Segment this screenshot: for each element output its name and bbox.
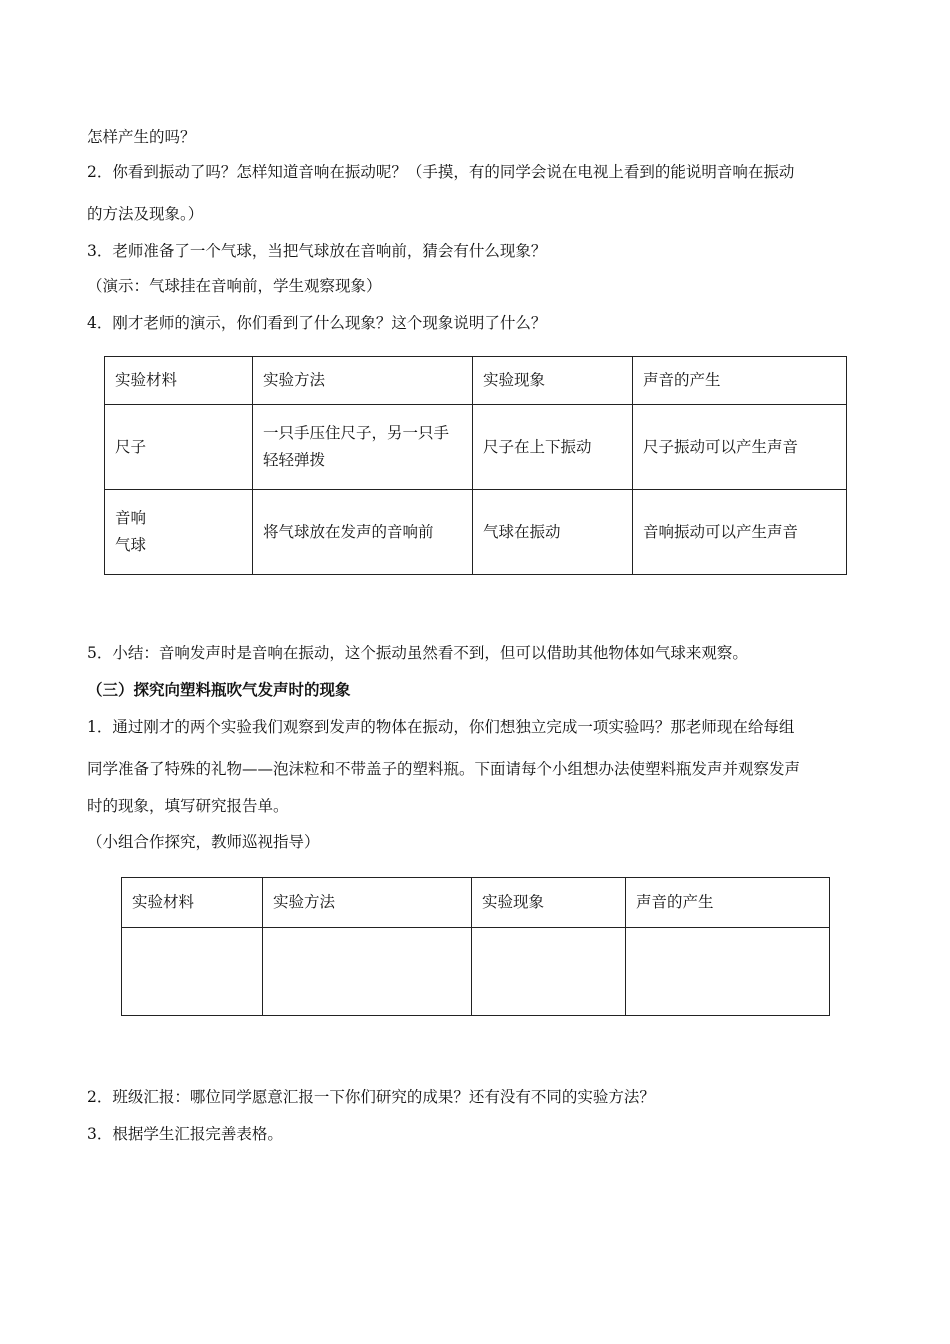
cell-material-line-2: 气球: [115, 536, 147, 554]
cell-material: [105, 490, 253, 575]
cell-material-line-1: 音响: [115, 509, 147, 527]
empty-cell: [263, 928, 472, 1016]
empty-cell: [626, 928, 830, 1016]
task-2: 2．班级汇报：哪位同学愿意汇报一下你们研究的成果？还有没有不同的实验方法？: [87, 1088, 655, 1106]
question-3: 3．老师准备了一个气球，当把气球放在音响前，猜会有什么现象？: [87, 242, 547, 260]
cell-method-line-2: 轻轻弹拨: [263, 451, 326, 469]
header-phenomenon: 实验现象: [472, 878, 626, 928]
experiment-table-1: [104, 356, 847, 575]
question-2-line-1: 2．你看到振动了吗？怎样知道音响在振动呢？（手摸，有的同学会说在电视上看到的能说明音响在振动: [87, 163, 795, 181]
experiment-table-2: [121, 877, 830, 1016]
task-3: 3．根据学生汇报完善表格。: [87, 1125, 283, 1143]
cell-material: 尺子: [105, 405, 253, 490]
cell-method: [253, 405, 473, 490]
header-method: 实验方法: [263, 878, 472, 928]
table-row: [105, 405, 847, 490]
question-2-line-2: 的方法及现象。）: [87, 205, 204, 223]
table-row: [105, 490, 847, 575]
table-header-row: [122, 878, 830, 928]
question-4: 4．刚才老师的演示，你们看到了什么现象？这个现象说明了什么？: [87, 314, 547, 332]
header-phenomenon: 实验现象: [473, 357, 633, 405]
cell-method: 将气球放在发声的音响前: [253, 490, 473, 575]
header-method: 实验方法: [253, 357, 473, 405]
summary: 5．小结：音响发声时是音响在振动，这个振动虽然看不到，但可以借助其他物体如气球来观察。: [87, 644, 748, 662]
paragraph-continuation: 怎样产生的吗？: [87, 128, 196, 146]
header-production: 声音的产生: [633, 357, 847, 405]
table-header-row: [105, 357, 847, 405]
cell-production: 尺子振动可以产生声音: [633, 405, 847, 490]
cell-phenomenon: 尺子在上下振动: [473, 405, 633, 490]
cell-method-line-1: 一只手压住尺子，另一只手: [263, 424, 450, 442]
section-heading: （三）探究向塑料瓶吹气发声时的现象: [87, 680, 351, 699]
task-1-line-2: 同学准备了特殊的礼物——泡沫粒和不带盖子的塑料瓶。下面请每个小组想办法使塑料瓶发声并观察发声: [87, 760, 801, 778]
header-production: 声音的产生: [626, 878, 830, 928]
task-1-line-1: 1．通过刚才的两个实验我们观察到发声的物体在振动，你们想独立完成一项实验吗？那老师现在给每组: [87, 718, 795, 736]
empty-cell: [122, 928, 263, 1016]
header-material: 实验材料: [105, 357, 253, 405]
task-1-line-3: 时的现象，填写研究报告单。: [87, 797, 289, 815]
header-material: 实验材料: [122, 878, 263, 928]
cell-phenomenon: 气球在振动: [473, 490, 633, 575]
table-row: [122, 928, 830, 1016]
empty-cell: [472, 928, 626, 1016]
demo-note: （演示：气球挂在音响前，学生观察现象）: [87, 277, 382, 295]
group-note: （小组合作探究，教师巡视指导）: [87, 833, 320, 851]
cell-production: 音响振动可以产生声音: [633, 490, 847, 575]
